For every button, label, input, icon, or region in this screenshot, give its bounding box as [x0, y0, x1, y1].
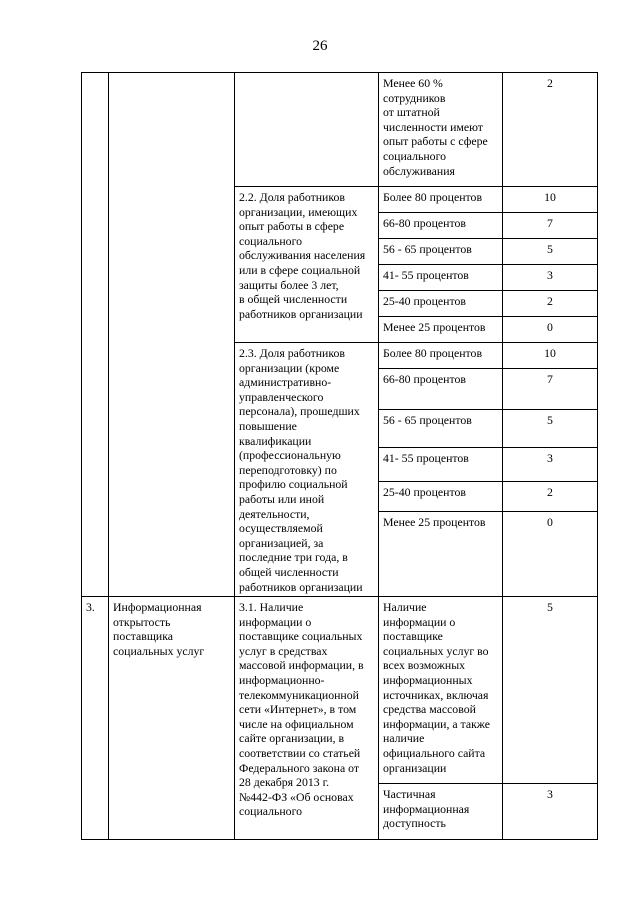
table-row [82, 73, 598, 187]
answer-cell: 25-40 процентов [379, 481, 503, 511]
indicator-cell: 3.1. Наличие информации о поставщике социальных услуг в средствах массовой информации, в информационно- телекоммуникационной сети «Интернет», в том числе на официальном сайте организации, в соответствии со статьей Федерального закона от 28 декабря 2013 г. №442-ФЗ «Об основах социального [235, 597, 379, 840]
indicator-cell-continued [235, 73, 379, 187]
answer-cell: 41- 55 процентов [379, 448, 503, 481]
number-cell: 3. [82, 597, 109, 840]
answer-cell: Более 80 процентов [379, 343, 503, 369]
answer-cell: 66-80 процентов [379, 369, 503, 409]
answer-cell: 56 - 65 процентов [379, 409, 503, 447]
score-cell: 10 [503, 187, 598, 213]
answer-cell: Менее 60 % сотрудников от штатной численности имеют опыт работы с сфере социального обслуживания [379, 73, 503, 187]
answer-cell: Частичная информационная доступность [379, 784, 503, 840]
score-cell: 0 [503, 512, 598, 597]
answer-cell: 25-40 процентов [379, 291, 503, 317]
answer-cell: Более 80 процентов [379, 187, 503, 213]
score-cell: 3 [503, 265, 598, 291]
answer-cell: 56 - 65 процентов [379, 239, 503, 265]
score-cell: 3 [503, 448, 598, 481]
table-row [82, 597, 598, 784]
score-cell: 5 [503, 239, 598, 265]
score-cell: 2 [503, 73, 598, 187]
criteria-table [81, 72, 598, 840]
number-cell-continued [82, 73, 109, 597]
answer-cell: Наличие информации о поставщике социальных услуг во всех возможных информационных источниках, включая средства массовой информации, а также наличие официального сайта организации [379, 597, 503, 784]
score-cell: 0 [503, 317, 598, 343]
criterion-cell: Информационная открытость поставщика социальных услуг [109, 597, 235, 840]
score-cell: 7 [503, 369, 598, 409]
score-cell: 5 [503, 409, 598, 447]
score-cell: 2 [503, 291, 598, 317]
score-cell: 7 [503, 213, 598, 239]
score-cell: 10 [503, 343, 598, 369]
score-cell: 2 [503, 481, 598, 511]
score-cell: 5 [503, 597, 598, 784]
criterion-cell-continued [109, 73, 235, 597]
page-number: 26 [312, 38, 328, 54]
answer-cell: 66-80 процентов [379, 213, 503, 239]
indicator-cell: 2.3. Доля работников организации (кроме административно- управленческого персонала), прошедших повышение квалификации (профессиональную переподготовку) по профилю социальной работы или иной деятельности, осуществляемой организацией, за последние три года, в общей численности работников организации [235, 343, 379, 597]
answer-cell: Менее 25 процентов [379, 512, 503, 597]
score-cell: 3 [503, 784, 598, 840]
indicator-cell: 2.2. Доля работников организации, имеющих опыт работы в сфере социального обслуживания населения или в сфере социальной защиты более 3 лет, в общей численности работников организации [235, 187, 379, 343]
answer-cell: 41- 55 процентов [379, 265, 503, 291]
answer-cell: Менее 25 процентов [379, 317, 503, 343]
